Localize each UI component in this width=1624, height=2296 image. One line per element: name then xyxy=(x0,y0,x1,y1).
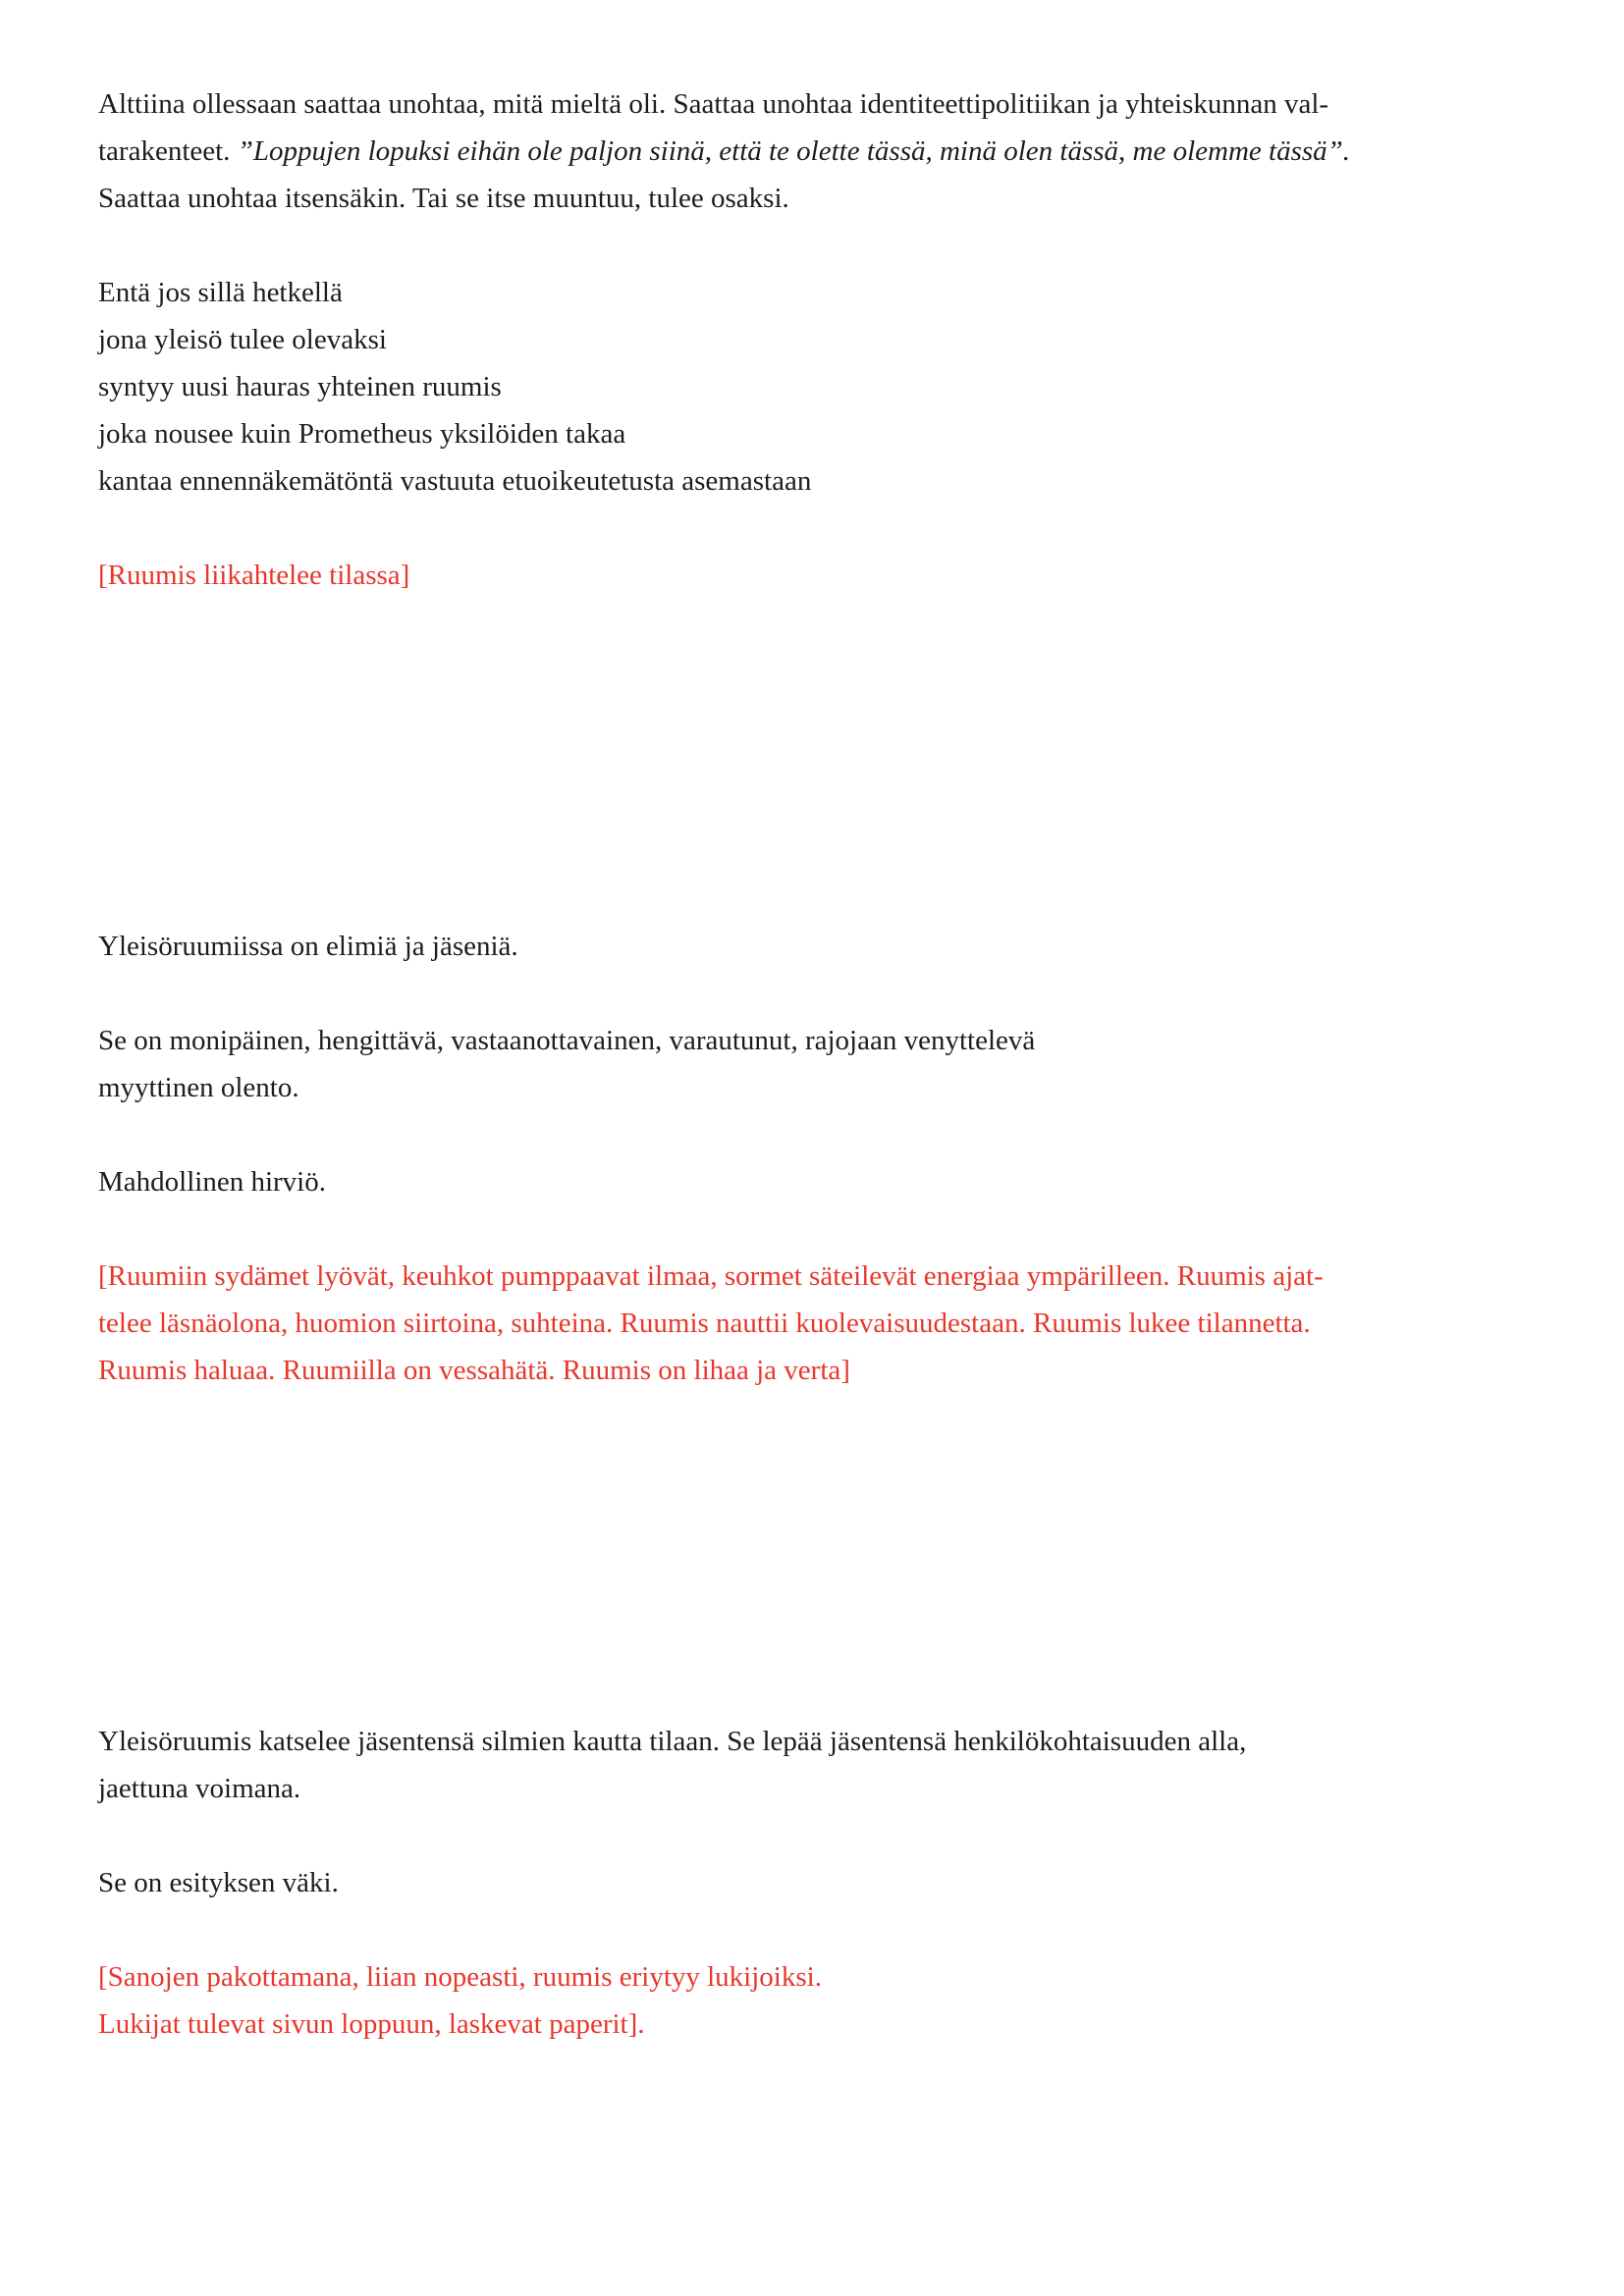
intro-paragraph xyxy=(98,80,1526,222)
text-line xyxy=(98,1064,1526,1111)
text-segment: Yleisöruumis katselee jäsentensä silmien kautta tilaan. Se lepää jäsentensä henkilökohtaisuuden alla, xyxy=(98,1726,1247,1757)
text-segment: Mahdollinen hirviö. xyxy=(98,1166,326,1198)
text-line xyxy=(98,1158,1526,1205)
text-segment: telee läsnäolona, huomion siirtoina, suhteina. Ruumis nauttii kuolevaisuudestaan. Ruumis lukee tilannetta. xyxy=(98,1308,1311,1339)
text-line xyxy=(98,316,1526,363)
text-segment: Se on monipäinen, hengittävä, vastaanottavainen, varautunut, rajojaan venyttelevä xyxy=(98,1025,1036,1056)
text-segment: Ruumis haluaa. Ruumiilla on vessahätä. Ruumis on lihaa ja verta] xyxy=(98,1355,850,1386)
text-segment: jaettuna voimana. xyxy=(98,1773,301,1804)
text-line xyxy=(98,1859,1526,1906)
stage-direction-2 xyxy=(98,1253,1526,1394)
text-segment: joka nousee kuin Prometheus yksilöiden takaa xyxy=(98,418,626,450)
body-paragraph-5 xyxy=(98,1859,1526,1906)
text-line xyxy=(98,1300,1526,1347)
text-segment: tarakenteet. xyxy=(98,135,238,167)
text-segment: jona yleisö tulee olevaksi xyxy=(98,324,387,355)
body-paragraph-3 xyxy=(98,1158,1526,1205)
stage-direction-1 xyxy=(98,552,1526,599)
text-line xyxy=(98,128,1526,175)
text-segment: [Ruumiin sydämet lyövät, keuhkot pumppaavat ilmaa, sormet säteilevät energiaa ympärilleen. Ruumis ajat- xyxy=(98,1260,1324,1292)
text-segment: syntyy uusi hauras yhteinen ruumis xyxy=(98,371,502,402)
text-line xyxy=(98,1017,1526,1064)
text-line xyxy=(98,80,1526,128)
text-line xyxy=(98,923,1526,970)
poem-stanza xyxy=(98,269,1526,505)
text-line xyxy=(98,1718,1526,1765)
text-segment: [Sanojen pakottamana, liian nopeasti, ruumis eriytyy lukijoiksi. xyxy=(98,1961,822,1993)
stage-direction-3 xyxy=(98,1953,1526,2048)
text-line xyxy=(98,410,1526,457)
text-line xyxy=(98,457,1526,505)
text-segment: Saattaa unohtaa itsensäkin. Tai se itse muuntuu, tulee osaksi. xyxy=(98,183,789,214)
text-segment: Entä jos sillä hetkellä xyxy=(98,277,343,308)
body-paragraph-4 xyxy=(98,1718,1526,1812)
body-paragraph-1 xyxy=(98,923,1526,970)
text-segment: myyttinen olento. xyxy=(98,1072,299,1103)
text-line xyxy=(98,269,1526,316)
text-line xyxy=(98,1347,1526,1394)
text-line xyxy=(98,1953,1526,2001)
text-segment: Alttiina ollessaan saattaa unohtaa, mitä mieltä oli. Saattaa unohtaa identiteettipolitiikan ja yhteiskunnan val- xyxy=(98,88,1329,120)
text-segment: kantaa ennennäkemätöntä vastuuta etuoikeutetusta asemastaan xyxy=(98,465,812,497)
body-paragraph-2 xyxy=(98,1017,1526,1111)
text-segment: [Ruumis liikahtelee tilassa] xyxy=(98,560,410,591)
text-line xyxy=(98,552,1526,599)
text-segment: Se on esityksen väki. xyxy=(98,1867,339,1898)
text-line xyxy=(98,2001,1526,2048)
text-line xyxy=(98,363,1526,410)
text-line xyxy=(98,1253,1526,1300)
quote-italic-text: ”Loppujen lopuksi eihän ole paljon siinä, että te olette tässä, minä olen tässä, me olemme tässä”. xyxy=(237,135,1351,167)
text-segment: Lukijat tulevat sivun loppuun, laskevat paperit]. xyxy=(98,2008,645,2040)
text-line xyxy=(98,1765,1526,1812)
text-line xyxy=(98,175,1526,222)
text-segment: Yleisöruumiissa on elimiä ja jäseniä. xyxy=(98,931,518,962)
